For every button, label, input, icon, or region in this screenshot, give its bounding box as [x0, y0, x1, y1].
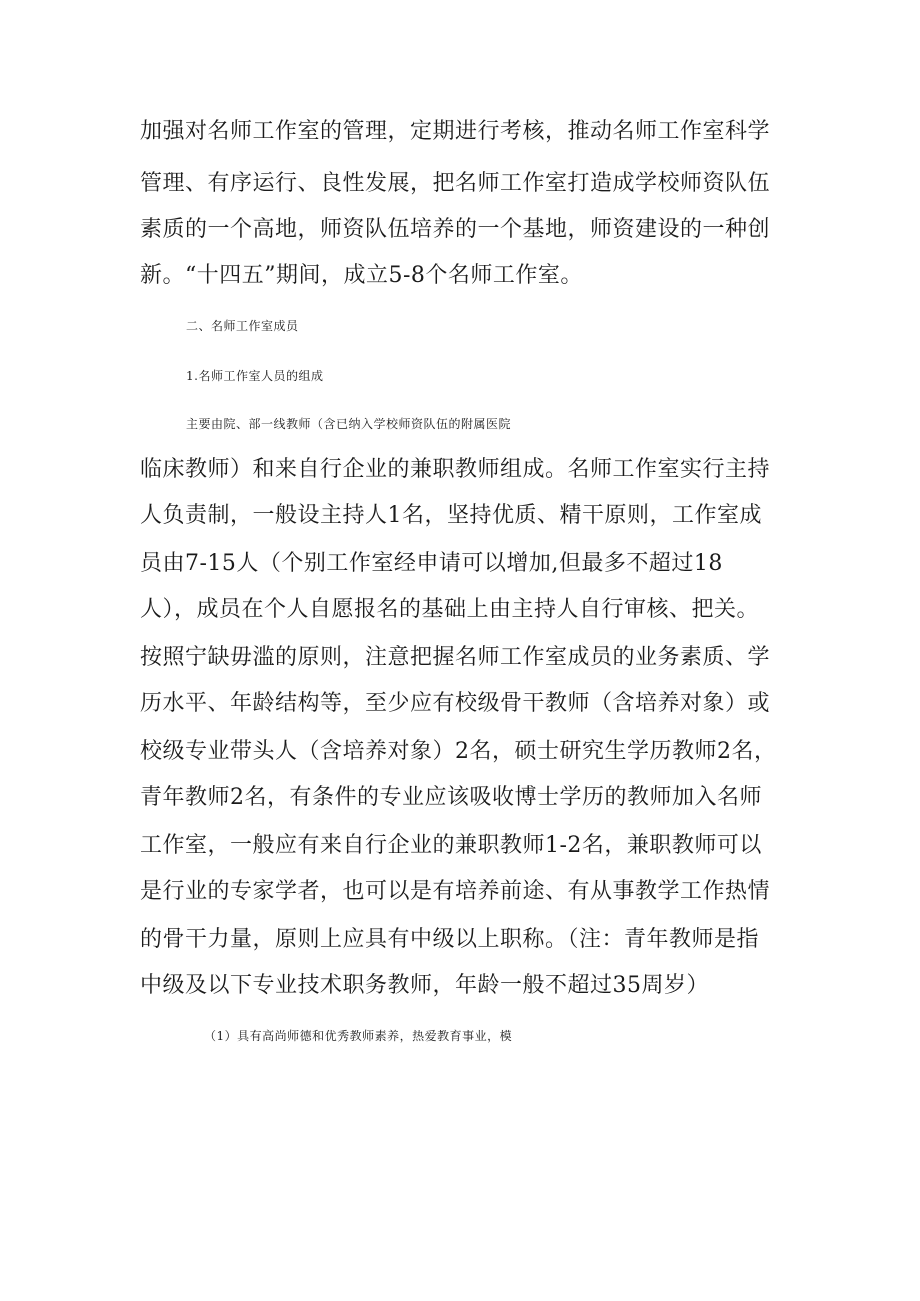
paragraph-line: 主要由院、部一线教师（含已纳入学校师资队伍的附属医院: [186, 417, 512, 431]
paragraph-line: 是行业的专家学者，也可以是有培养前途、有从事教学工作热情: [140, 879, 771, 904]
paragraph-line: 员由7-15人（个别工作室经申请可以增加,但最多不超过18: [140, 551, 723, 576]
list-item: （1）具有高尚师德和优秀教师素养，热爱教育事业，模: [204, 1029, 513, 1043]
paragraph-line: 加强对名师工作室的管理，定期进行考核，推动名师工作室科学: [140, 119, 771, 144]
paragraph-line: 的骨干力量，原则上应具有中级以上职称。（注：青年教师是指: [140, 927, 760, 952]
paragraph-line: 工作室，一般应有来自行企业的兼职教师1-2名，兼职教师可以: [140, 833, 762, 858]
paragraph-line: 管理、有序运行、良性发展，把名师工作室打造成学校师资队伍: [140, 171, 771, 196]
paragraph-line: 素质的一个高地，师资队伍培养的一个基地，师资建设的一种创: [140, 217, 771, 242]
paragraph-line: 新。“十四五”期间，成立5-8个名师工作室。: [140, 263, 583, 288]
paragraph-line: 临床教师）和来自行企业的兼职教师组成。名师工作室实行主持: [140, 457, 771, 482]
paragraph-line: 中级及以下专业技术职务教师，年龄一般不超过35周岁）: [140, 973, 709, 998]
paragraph-line: 人负责制，一般设主持人1名，坚持优质、精干原则，工作室成: [140, 503, 762, 528]
paragraph-line: 按照宁缺毋滥的原则，注意把握名师工作室成员的业务素质、学: [140, 645, 771, 670]
paragraph-line: 青年教师2名，有条件的专业应该吸收博士学历的教师加入名师: [140, 785, 762, 810]
paragraph-line: 人），成员在个人自愿报名的基础上由主持人自行审核、把关。: [140, 597, 760, 622]
subsection-heading: 1.名师工作室人员的组成: [186, 369, 324, 383]
section-heading: 二、名师工作室成员: [186, 319, 299, 333]
paragraph-line: 历水平、年龄结构等，至少应有校级骨干教师（含培养对象）或: [140, 691, 771, 716]
paragraph-line: 校级专业带头人（含培养对象）2名，硕士研究生学历教师2名，: [140, 739, 777, 764]
